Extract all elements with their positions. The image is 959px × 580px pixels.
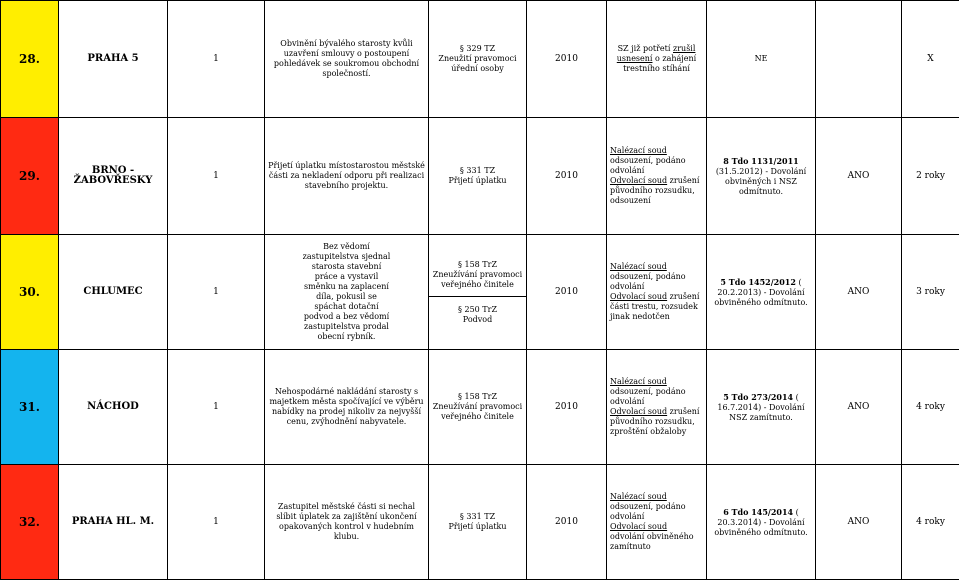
court-appeal: Odvolací soud <box>610 407 667 416</box>
year: 2010 <box>527 235 607 350</box>
year: 2010 <box>527 465 607 580</box>
description: Obvinění bývalého starosty kvůli uzavření smlouvy o postoupení pohledávek se soukromou obchodní společností. <box>265 1 429 118</box>
municipality: PRAHA HL. M. <box>59 465 168 580</box>
year: 2010 <box>527 118 607 235</box>
row-number: 31. <box>1 350 59 465</box>
law-paragraph <box>429 1 527 118</box>
law-code: § 331 TZ <box>432 512 523 522</box>
court-appeal: Odvolací soud <box>610 176 667 185</box>
verdict-text: o zahájení trestního stíhání <box>623 54 696 73</box>
court-appeal: Odvolací soud <box>610 522 667 531</box>
table-row <box>1 235 959 350</box>
case-number <box>707 118 816 235</box>
law-code: § 158 TrZ <box>432 260 523 270</box>
law-text: Přijetí úplatku <box>432 176 523 186</box>
court-first: Nalézací soud <box>610 377 667 386</box>
description: Přijetí úplatku místostarostou městské části za nekladení odporu při realizaci stavebního projektu. <box>265 118 429 235</box>
municipality: BRNO - ŽABOVŘESKY <box>59 118 168 235</box>
answer: ANO <box>816 465 902 580</box>
case-text: (31.5.2012) - Dovolání obviněných i NSZ odmítnuto. <box>716 167 806 196</box>
table-row <box>1 1 959 118</box>
law-code: § 329 TZ <box>432 44 523 54</box>
law-code: § 331 TZ <box>432 166 523 176</box>
law-text: Podvod <box>432 315 523 325</box>
verdict-text: odsouzení, podáno odvolání <box>610 156 686 175</box>
law-code: § 250 TrZ <box>432 305 523 315</box>
municipality: CHLUMEC <box>59 235 168 350</box>
law-code: § 158 TrZ <box>432 392 523 402</box>
duration: 2 roky <box>902 118 959 235</box>
law-text: Zneužívání pravomoci veřejného činitele <box>432 402 523 422</box>
row-number: 30. <box>1 235 59 350</box>
court-first: Nalézací soud <box>610 146 667 155</box>
duration: X <box>902 1 959 118</box>
law-text: Zneužití pravomoci úřední osoby <box>432 54 523 74</box>
law-text: Zneužívání pravomoci veřejného činitele <box>432 270 523 290</box>
case-text: ( 20.3.2014) - Dovolání obviněného odmítnuto. <box>714 508 807 537</box>
verdict-text: zrušení části trestu, rozsudek jinak nedotčen <box>610 292 699 321</box>
answer <box>816 1 902 118</box>
count: 1 <box>168 118 265 235</box>
law-paragraph <box>429 235 527 350</box>
table-row <box>1 118 959 235</box>
case-id: 5 Tdo 273/2014 <box>723 392 793 402</box>
verdict <box>607 465 707 580</box>
verdict-text: odsouzení, podáno odvolání <box>610 272 686 291</box>
case-text: NE <box>755 54 768 63</box>
court-appeal: Odvolací soud <box>610 292 667 301</box>
table-row <box>1 350 959 465</box>
municipality: PRAHA 5 <box>59 1 168 118</box>
case-text: ( 16.7.2014) - Dovolání NSZ zamítnuto. <box>717 393 804 422</box>
case-number <box>707 235 816 350</box>
case-number <box>707 465 816 580</box>
case-id: 5 Tdo 1452/2012 <box>720 277 795 287</box>
verdict-text: SZ již potřetí <box>618 44 671 53</box>
count: 1 <box>168 350 265 465</box>
answer: ANO <box>816 350 902 465</box>
court-first: Nalézací soud <box>610 492 667 501</box>
case-number <box>707 350 816 465</box>
answer: ANO <box>816 235 902 350</box>
row-number: 29. <box>1 118 59 235</box>
verdict <box>607 1 707 118</box>
law-text: Přijetí úplatku <box>432 522 523 532</box>
count: 1 <box>168 235 265 350</box>
verdict-text: zrušení původního rozsudku, odsouzení <box>610 176 699 205</box>
answer: ANO <box>816 118 902 235</box>
verdict-text: odsouzení, podáno odvolání <box>610 502 686 521</box>
description: Nehospodárné nakládání starosty s majetkem města spočívající ve výběru nabídky na prodej nikoliv za nejvyšší cenu, zvýhodnění nabyvatele. <box>265 350 429 465</box>
law-paragraph <box>429 118 527 235</box>
row-number: 32. <box>1 465 59 580</box>
verdict <box>607 235 707 350</box>
duration: 4 roky <box>902 465 959 580</box>
table-row <box>1 465 959 580</box>
year: 2010 <box>527 1 607 118</box>
case-id: 8 Tdo 1131/2011 <box>723 156 798 166</box>
verdict-text: zrušení původního rozsudku, zproštění obžaloby <box>610 407 699 436</box>
municipality: NÁCHOD <box>59 350 168 465</box>
count: 1 <box>168 1 265 118</box>
description: Zastupitel městské části si nechal slíbit úplatek za zajištění ukončení opakovaných kontrol v hudebním klubu. <box>265 465 429 580</box>
year: 2010 <box>527 350 607 465</box>
count: 1 <box>168 465 265 580</box>
case-number <box>707 1 816 118</box>
case-text: ( 20.2.2013) - Dovolání obviněného odmítnuto. <box>714 278 807 307</box>
verdict <box>607 350 707 465</box>
verdict-link: zrušil usnesení <box>617 44 696 63</box>
law-paragraph <box>429 465 527 580</box>
row-number: 28. <box>1 1 59 118</box>
verdict <box>607 118 707 235</box>
law-paragraph <box>429 350 527 465</box>
verdict-text: odvolání obviněného zamítnuto <box>610 532 694 551</box>
description: Bez vědomí zastupitelstva sjednal starosta stavební práce a vystavil směnku na zaplacení díla, pokusil se spáchat dotační podvod a bez vědomí zastupitelstva prodal obecní rybník. <box>265 235 429 350</box>
case-id: 6 Tdo 145/2014 <box>723 507 793 517</box>
duration: 3 roky <box>902 235 959 350</box>
duration: 4 roky <box>902 350 959 465</box>
court-first: Nalézací soud <box>610 262 667 271</box>
verdict-text: odsouzení, podáno odvolání <box>610 387 686 406</box>
